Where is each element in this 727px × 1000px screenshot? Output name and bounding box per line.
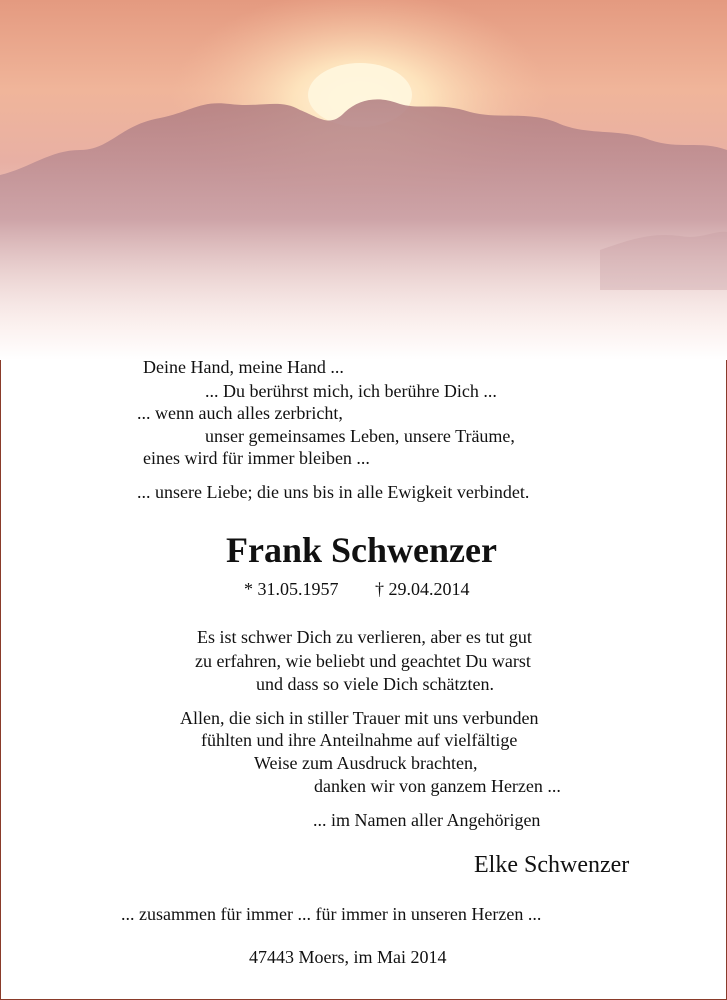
message-line: und dass so viele Dich schätzten. xyxy=(256,674,494,694)
message-line: Es ist schwer Dich zu verlieren, aber es tut gut xyxy=(197,627,532,647)
sunset-image xyxy=(0,0,727,360)
death-date: † 29.04.2014 xyxy=(375,579,470,599)
poem-line: ... unsere Liebe; die uns bis in alle Ewigkeit verbindet. xyxy=(137,482,530,502)
message-line: fühlten und ihre Anteilnahme auf vielfältige xyxy=(201,730,518,750)
poem-line: ... wenn auch alles zerbricht, xyxy=(137,403,343,423)
family-line: ... im Namen aller Angehörigen xyxy=(313,810,541,830)
place-date: 47443 Moers, im Mai 2014 xyxy=(249,947,447,967)
closing-line: ... zusammen für immer ... für immer in unseren Herzen ... xyxy=(121,904,542,924)
poem-line: Deine Hand, meine Hand ... xyxy=(143,357,344,377)
message-line: Weise zum Ausdruck brachten, xyxy=(254,753,478,773)
message-line: zu erfahren, wie beliebt und geachtet Du warst xyxy=(195,651,531,671)
birth-date: * 31.05.1957 xyxy=(244,579,339,599)
deceased-name: Frank Schwenzer xyxy=(226,530,497,570)
signature: Elke Schwenzer xyxy=(474,852,630,878)
message-line: danken wir von ganzem Herzen ... xyxy=(314,776,561,796)
poem-line: ... Du berührst mich, ich berühre Dich ... xyxy=(205,381,497,401)
poem-line: eines wird für immer bleiben ... xyxy=(143,448,370,468)
message-line: Allen, die sich in stiller Trauer mit uns verbunden xyxy=(180,708,539,728)
poem-line: unser gemeinsames Leben, unsere Träume, xyxy=(205,426,515,446)
